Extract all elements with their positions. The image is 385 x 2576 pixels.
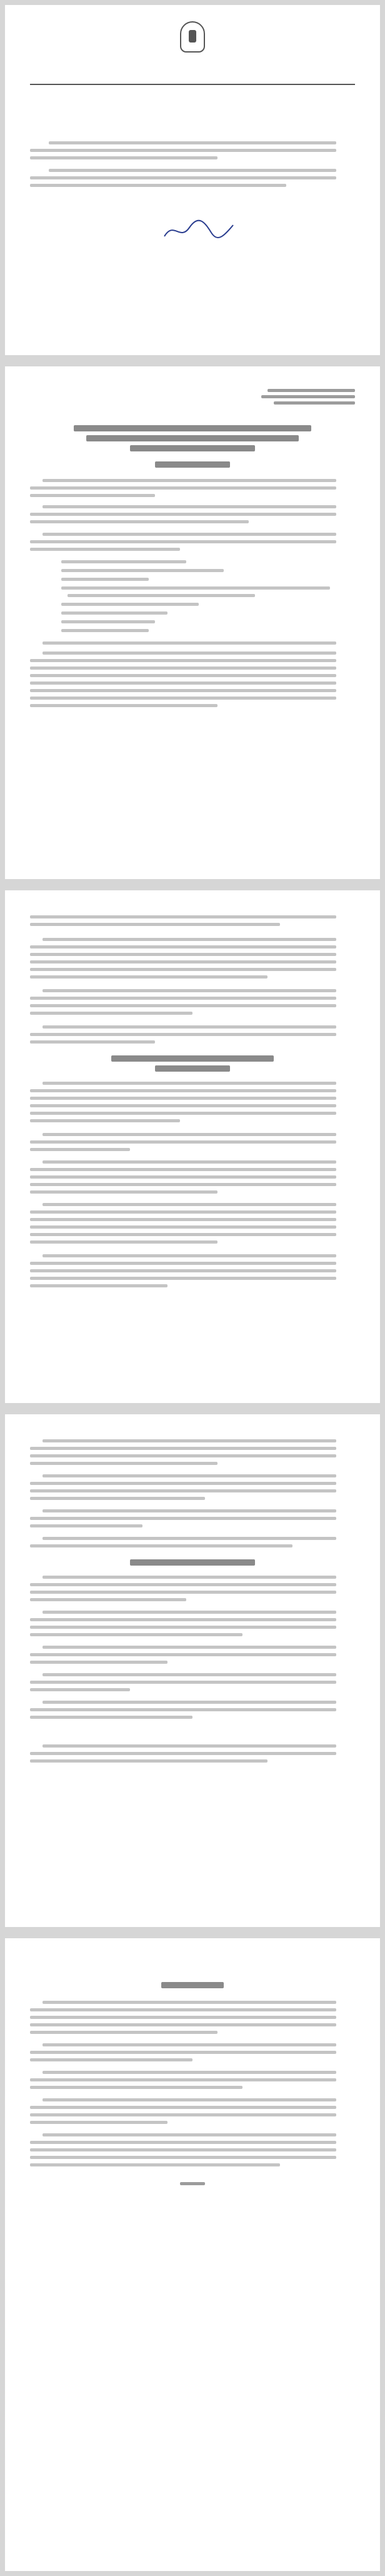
page-3 — [5, 890, 380, 1403]
page-5 — [5, 1938, 380, 2571]
signature-icon — [161, 218, 236, 243]
page-2 — [5, 366, 380, 879]
page-1 — [5, 5, 380, 355]
state-emblem-icon — [180, 21, 205, 53]
page-4 — [5, 1414, 380, 1927]
